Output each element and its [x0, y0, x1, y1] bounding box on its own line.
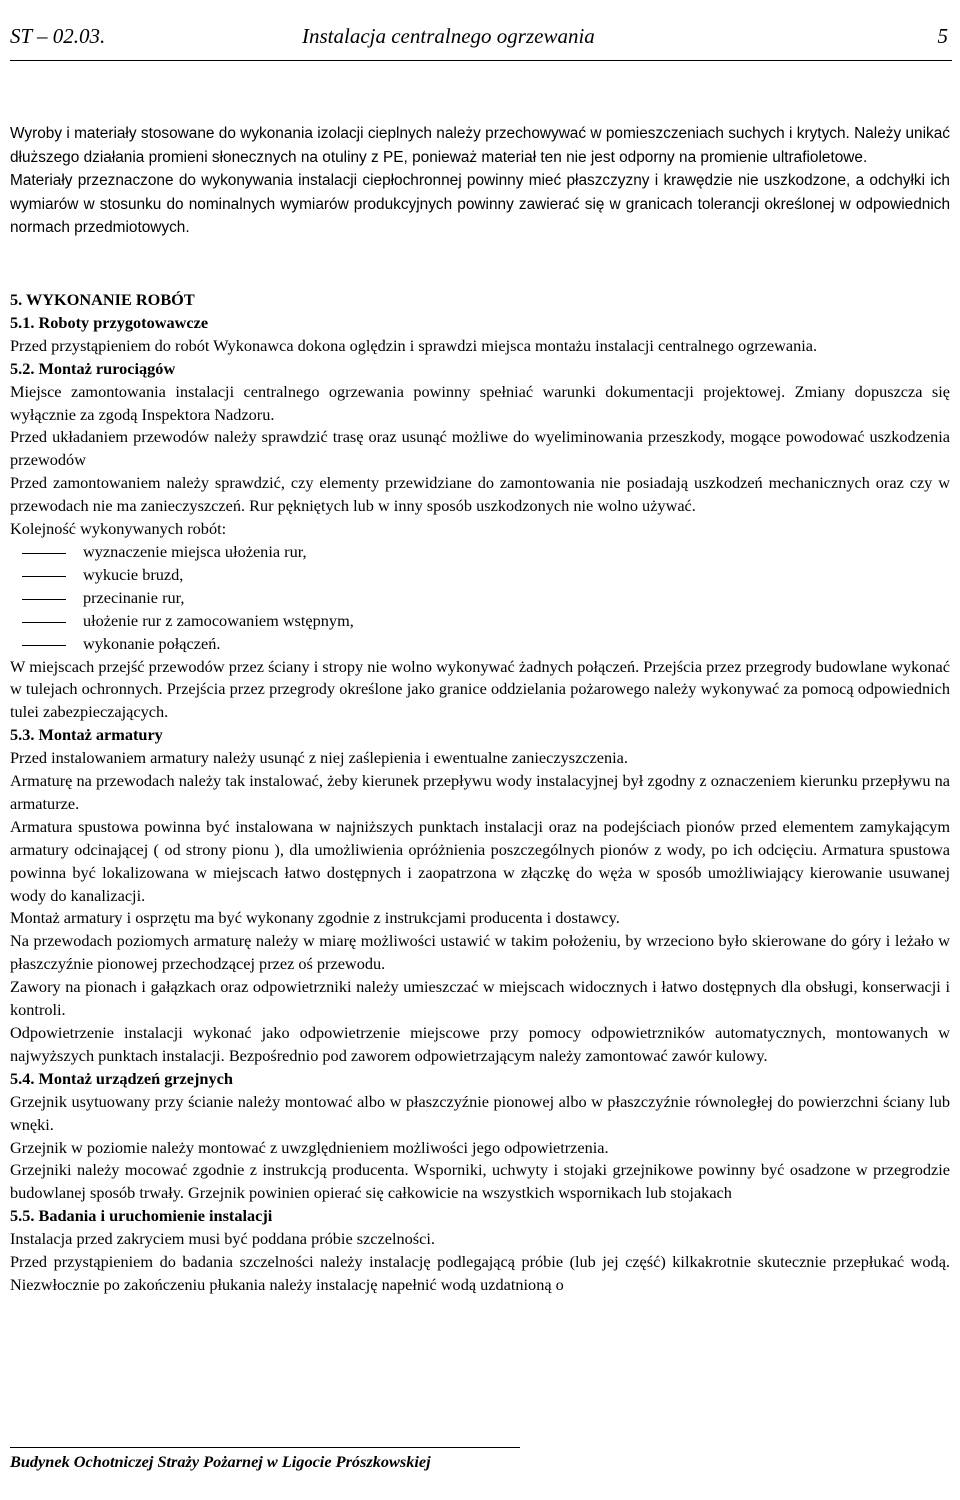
- paragraph: W miejscach przejść przewodów przez ściany i stropy nie wolno wykonywać żadnych połączeń. Przejścia przez przegrody budowlane wykonać w tulejach ochronnych. Przejścia przez przegrody określone jako granice oddzielania pożarowego należy wykonywać za pomocą odpowiednich tulei zabezpieczających.: [10, 656, 950, 722]
- section-heading: 5. WYKONANIE ROBÓT: [10, 290, 195, 309]
- intro-block: [10, 122, 950, 240]
- paragraph: Armaturę na przewodach należy tak instalować, żeby kierunek przepływu wody instalacyjnej był zgodny z oznaczeniem kierunku przepływu na armaturze.: [10, 771, 950, 813]
- page-header: [10, 24, 950, 58]
- subsection-heading: 5.4. Montaż urządzeń grzejnych: [10, 1068, 233, 1088]
- paragraph: Odpowietrzenie instalacji wykonać jako odpowietrzenie miejscowe przy pomocy odpowietrzników automatycznych, montowanych w najwyższych punktach instalacji. Bezpośrednio pod zaworem odpowietrzającym należy zamontować zawór kulowy.: [10, 1023, 950, 1065]
- list-item: przecinanie rur,: [10, 587, 950, 610]
- list-item: wykucie bruzd,: [10, 564, 950, 587]
- work-order-list: [10, 541, 950, 656]
- paragraph: Grzejnik w poziomie należy montować z uwzględnieniem możliwości jego odpowietrzenia.: [10, 1137, 609, 1157]
- paragraph: Miejsce zamontowania instalacji centralnego ogrzewania powinny spełniać warunki dokumentacji projektowej. Zmiany dopuszcza się wyłącznie za zgodą Inspektora Nadzoru.: [10, 381, 950, 424]
- paragraph: Zawory na pionach i gałązkach oraz odpowietrzniki należy umieszczać w miejscach widocznych i łatwo dostępnych dla obsługi, konserwacji i kontroli.: [10, 977, 950, 1020]
- list-item: ułożenie rur z zamocowaniem wstępnym,: [10, 610, 950, 633]
- paragraph: Na przewodach poziomych armaturę należy w miarę możliwości ustawić w takim położeniu, by wrzeciono było skierowane do góry i leżało w płaszczyźnie pionowej przechodzącej przez oś przewodu.: [10, 931, 950, 974]
- paragraph: Instalacja przed zakryciem musi być poddana próbie szczelności.: [10, 1229, 435, 1249]
- subsection-heading: 5.2. Montaż rurociągów: [10, 358, 176, 378]
- paragraph: Przed przystąpieniem do robót Wykonawca dokona oględzin i sprawdzi miejsca montażu instalacji centralnego ogrzewania.: [10, 335, 818, 355]
- paragraph: Przed zamontowaniem należy sprawdzić, czy elementy przewidziane do zamontowania nie posiadają uszkodzeń mechanicznych oraz czy w przewodach nie ma zanieczyszczeń. Rur pękniętych lub w inny sposób uszkodzonych nie wolno używać.: [10, 473, 950, 516]
- paragraph: Kolejność wykonywanych robót:: [10, 519, 227, 539]
- intro-paragraph: Materiały przeznaczone do wykonywania instalacji ciepłochronnej powinny mieć płaszczyzny i krawędzie nie uszkodzone, a odchyłki ich wymiarów w stosunku do nominalnych wymiarów produkcyjnych powinny zawierać się w granicach tolerancji określonej w odpowiednich normach przedmiotowych.: [10, 172, 950, 236]
- paragraph: Przed instalowaniem armatury należy usunąć z niej zaślepienia i ewentualne zanieczyszczenia.: [10, 748, 628, 768]
- header-title: Instalacja centralnego ogrzewania: [302, 24, 595, 48]
- paragraph: Przed układaniem przewodów należy sprawdzić trasę oraz usunąć możliwe do wyeliminowania przeszkody, mogące powodować uszkodzenia przewodów: [10, 427, 950, 470]
- paragraph: Grzejniki należy mocować zgodnie z instrukcją producenta. Wsporniki, uchwyty i stojaki grzejnikowe powinny być osadzone w przegrodzie budowlanej sposób trwały. Grzejnik powinien opierać się całkowicie na wszystkich wspornikach lub stojakach: [10, 1160, 950, 1203]
- paragraph: Przed przystąpieniem do badania szczelności należy instalację podlegającą próbie (lub jej część) kilkakrotnie skutecznie przepłukać wodą. Niezwłocznie po zakończeniu płukania należy instalację napełnić wodą uzdatnioną o: [10, 1252, 950, 1294]
- paragraph: Grzejnik usytuowany przy ścianie należy montować albo w płaszczyźnie pionowej albo w płaszczyźnie równoległej do powierzchni ściany lub wnęki.: [10, 1091, 950, 1134]
- list-item: wykonanie połączeń.: [10, 633, 950, 656]
- header-rule: [10, 60, 952, 61]
- intro-paragraph: Wyroby i materiały stosowane do wykonania izolacji cieplnych należy przechowywać w pomieszczeniach suchych i krytych. Należy unikać dłuższego działania promieni słonecznych na otuliny z PE, ponieważ materiał ten nie jest odporny na promienie ultrafioletowe.: [10, 125, 950, 166]
- document-code: ST – 02.03.: [10, 24, 106, 48]
- subsection-heading: 5.1. Roboty przygotowawcze: [10, 312, 209, 332]
- subsection-heading: 5.5. Badania i uruchomienie instalacji: [10, 1206, 273, 1226]
- section-5: [10, 289, 950, 1297]
- paragraph: Armatura spustowa powinna być instalowana w najniższych punktach instalacji oraz na podejściach pionów przed elementem zamykającym armatury odcinającej ( od strony pionu ), dla umożliwienia opróżnienia poszczególnych pionów z wody, po ich odcięciu. Armatura spustowa powinna być lokalizowana w miejscach łatwo dostępnych i zaopatrzona w złączkę do węża w sposób umożliwiający kierowanie usuwanej wody do kanalizacji.: [10, 816, 950, 905]
- page-footer: Budynek Ochotniczej Straży Pożarnej w Ligocie Prószkowskiej: [10, 1447, 520, 1473]
- paragraph: Montaż armatury i osprzętu ma być wykonany zgodnie z instrukcjami producenta i dostawcy.: [10, 908, 620, 928]
- subsection-heading: 5.3. Montaż armatury: [10, 725, 163, 745]
- page-number: 5: [937, 24, 948, 48]
- list-item: wyznaczenie miejsca ułożenia rur,: [10, 541, 950, 564]
